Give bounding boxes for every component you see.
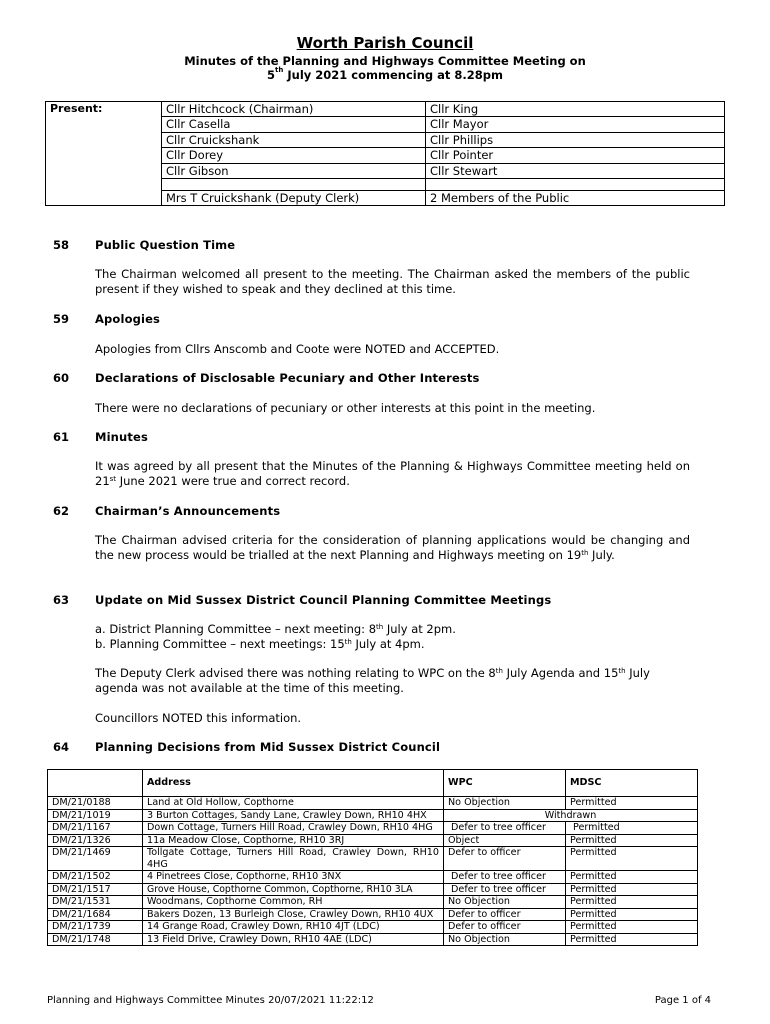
section-heading: Chairman’s Announcements bbox=[95, 504, 281, 518]
application-address: Tollgate Cottage, Turners Hill Road, Crawley Down, RH10 4HG bbox=[143, 847, 444, 871]
wpc-decision: Defer to officer bbox=[444, 908, 566, 921]
section-body: There were no declarations of pecuniary or other interests at this point in the meeting. bbox=[95, 401, 596, 415]
section-number: 62 bbox=[53, 504, 70, 518]
wpc-decision: Object bbox=[444, 834, 566, 847]
application-address: 4 Pinetrees Close, Copthorne, RH10 3NX bbox=[143, 871, 444, 884]
section-heading: Planning Decisions from Mid Sussex District Council bbox=[95, 740, 441, 754]
mdsc-decision: Permitted bbox=[566, 822, 698, 835]
mdsc-decision: Permitted bbox=[566, 921, 698, 934]
list-item: b. Planning Committee – next meetings: 15th July at 4pm. bbox=[95, 637, 425, 651]
application-address: Woodmans, Copthorne Common, RH bbox=[143, 896, 444, 909]
column-header: WPC bbox=[444, 770, 566, 797]
section-number: 63 bbox=[53, 593, 70, 607]
application-ref: DM/21/1684 bbox=[48, 908, 143, 921]
application-ref: DM/21/1531 bbox=[48, 896, 143, 909]
application-address: Grove House, Copthorne Common, Copthorne, RH10 3LA bbox=[143, 883, 444, 896]
mdsc-decision: Permitted bbox=[566, 871, 698, 884]
table-row bbox=[48, 797, 698, 810]
document-subtitle-date: 5th July 2021 commencing at 8.28pm bbox=[267, 66, 503, 82]
document-subtitle: Minutes of the Planning and Highways Committee Meeting on bbox=[184, 54, 586, 68]
mdsc-decision: Permitted bbox=[566, 847, 698, 871]
table-header-row bbox=[48, 770, 698, 797]
application-address: Down Cottage, Turners Hill Road, Crawley Down, RH10 4HG bbox=[143, 822, 444, 835]
section-number: 60 bbox=[53, 371, 70, 385]
application-address: 11a Meadow Close, Copthorne, RH10 3RJ bbox=[143, 834, 444, 847]
attendee-empty bbox=[162, 178, 426, 190]
list-item: a. District Planning Committee – next meeting: 8th July at 2pm. bbox=[95, 622, 456, 636]
attendee: Cllr Casella bbox=[162, 117, 426, 132]
table-row bbox=[48, 847, 698, 871]
attendee: 2 Members of the Public bbox=[426, 190, 725, 205]
mdsc-decision: Permitted bbox=[566, 883, 698, 896]
attendee: Cllr Phillips bbox=[426, 132, 725, 147]
attendee: Cllr Gibson bbox=[162, 163, 426, 178]
section-number: 58 bbox=[53, 238, 70, 252]
application-address: 3 Burton Cottages, Sandy Lane, Crawley Down, RH10 4HX bbox=[143, 809, 444, 822]
application-ref: DM/21/1739 bbox=[48, 921, 143, 934]
section-body: The Deputy Clerk advised there was nothing relating to WPC on the 8th July Agenda and 15th July agenda was not available at the time of this meeting. bbox=[95, 666, 650, 696]
table-row bbox=[48, 809, 698, 822]
attendee: Cllr Dorey bbox=[162, 148, 426, 163]
column-header: MDSC bbox=[566, 770, 698, 797]
table-row bbox=[48, 921, 698, 934]
application-ref: DM/21/1326 bbox=[48, 834, 143, 847]
section-number: 61 bbox=[53, 430, 70, 444]
wpc-decision: Defer to tree officer bbox=[444, 883, 566, 896]
application-ref: DM/21/1469 bbox=[48, 847, 143, 871]
application-ref: DM/21/1167 bbox=[48, 822, 143, 835]
application-address: Land at Old Hollow, Copthorne bbox=[143, 797, 444, 810]
application-ref: DM/21/1019 bbox=[48, 809, 143, 822]
application-ref: DM/21/1517 bbox=[48, 883, 143, 896]
document-title: Worth Parish Council bbox=[296, 34, 474, 52]
mdsc-decision: Permitted bbox=[566, 908, 698, 921]
section-body: The Chairman advised criteria for the consideration of planning applications would be changing and the new process would be trialled at the next Planning and Highways meeting on 19th July. bbox=[95, 533, 690, 563]
table-row bbox=[48, 822, 698, 835]
section-heading: Update on Mid Sussex District Council Planning Committee Meetings bbox=[95, 593, 552, 607]
table-row bbox=[48, 883, 698, 896]
application-address: Bakers Dozen, 13 Burleigh Close, Crawley Down, RH10 4UX bbox=[143, 908, 444, 921]
table-row bbox=[48, 933, 698, 946]
table-row bbox=[48, 871, 698, 884]
application-ref: DM/21/0188 bbox=[48, 797, 143, 810]
attendee: Cllr King bbox=[426, 102, 725, 117]
attendee: Cllr Hitchcock (Chairman) bbox=[162, 102, 426, 117]
application-ref: DM/21/1502 bbox=[48, 871, 143, 884]
section-heading: Minutes bbox=[95, 430, 148, 444]
attendee: Cllr Pointer bbox=[426, 148, 725, 163]
section-heading: Declarations of Disclosable Pecuniary and Other Interests bbox=[95, 371, 480, 385]
section-body: The Chairman welcomed all present to the meeting. The Chairman asked the members of the public present if they wished to speak and they declined at this time. bbox=[95, 267, 690, 297]
present-label: Present: bbox=[46, 102, 162, 206]
footer-document-info: Planning and Highways Committee Minutes 20/07/2021 11:22:12 bbox=[47, 995, 374, 1006]
wpc-decision: Defer to tree officer bbox=[444, 871, 566, 884]
attendee: Cllr Stewart bbox=[426, 163, 725, 178]
section-body: Apologies from Cllrs Anscomb and Coote were NOTED and ACCEPTED. bbox=[95, 342, 500, 356]
attendee: Cllr Mayor bbox=[426, 117, 725, 132]
wpc-decision: Defer to tree officer bbox=[444, 822, 566, 835]
planning-decisions-table bbox=[47, 769, 698, 946]
mdsc-decision: Permitted bbox=[566, 896, 698, 909]
table-row bbox=[48, 896, 698, 909]
attendee-empty bbox=[426, 178, 725, 190]
wpc-decision: No Objection bbox=[444, 933, 566, 946]
attendee: Mrs T Cruickshank (Deputy Clerk) bbox=[162, 190, 426, 205]
application-ref: DM/21/1748 bbox=[48, 933, 143, 946]
section-heading: Public Question Time bbox=[95, 238, 236, 252]
section-number: 59 bbox=[53, 312, 70, 326]
section-body: Councillors NOTED this information. bbox=[95, 711, 302, 725]
column-header bbox=[48, 770, 143, 797]
section-heading: Apologies bbox=[95, 312, 161, 326]
table-row bbox=[48, 834, 698, 847]
mdsc-decision: Permitted bbox=[566, 834, 698, 847]
application-address: 14 Grange Road, Crawley Down, RH10 4JT (LDC) bbox=[143, 921, 444, 934]
attendee: Cllr Cruickshank bbox=[162, 132, 426, 147]
mdsc-decision: Permitted bbox=[566, 797, 698, 810]
table-row bbox=[48, 908, 698, 921]
section-body: It was agreed by all present that the Minutes of the Planning & Highways Committee meeting held on 21st June 2021 were true and correct record. bbox=[95, 459, 690, 489]
decision-merged: Withdrawn bbox=[444, 809, 698, 822]
column-header: Address bbox=[143, 770, 444, 797]
footer-page-number: Page 1 of 4 bbox=[654, 995, 711, 1006]
attendance-table bbox=[45, 101, 725, 206]
wpc-decision: No Objection bbox=[444, 896, 566, 909]
section-number: 64 bbox=[53, 740, 70, 754]
wpc-decision: No Objection bbox=[444, 797, 566, 810]
wpc-decision: Defer to officer bbox=[444, 847, 566, 871]
application-address: 13 Field Drive, Crawley Down, RH10 4AE (LDC) bbox=[143, 933, 444, 946]
wpc-decision: Defer to officer bbox=[444, 921, 566, 934]
mdsc-decision: Permitted bbox=[566, 933, 698, 946]
